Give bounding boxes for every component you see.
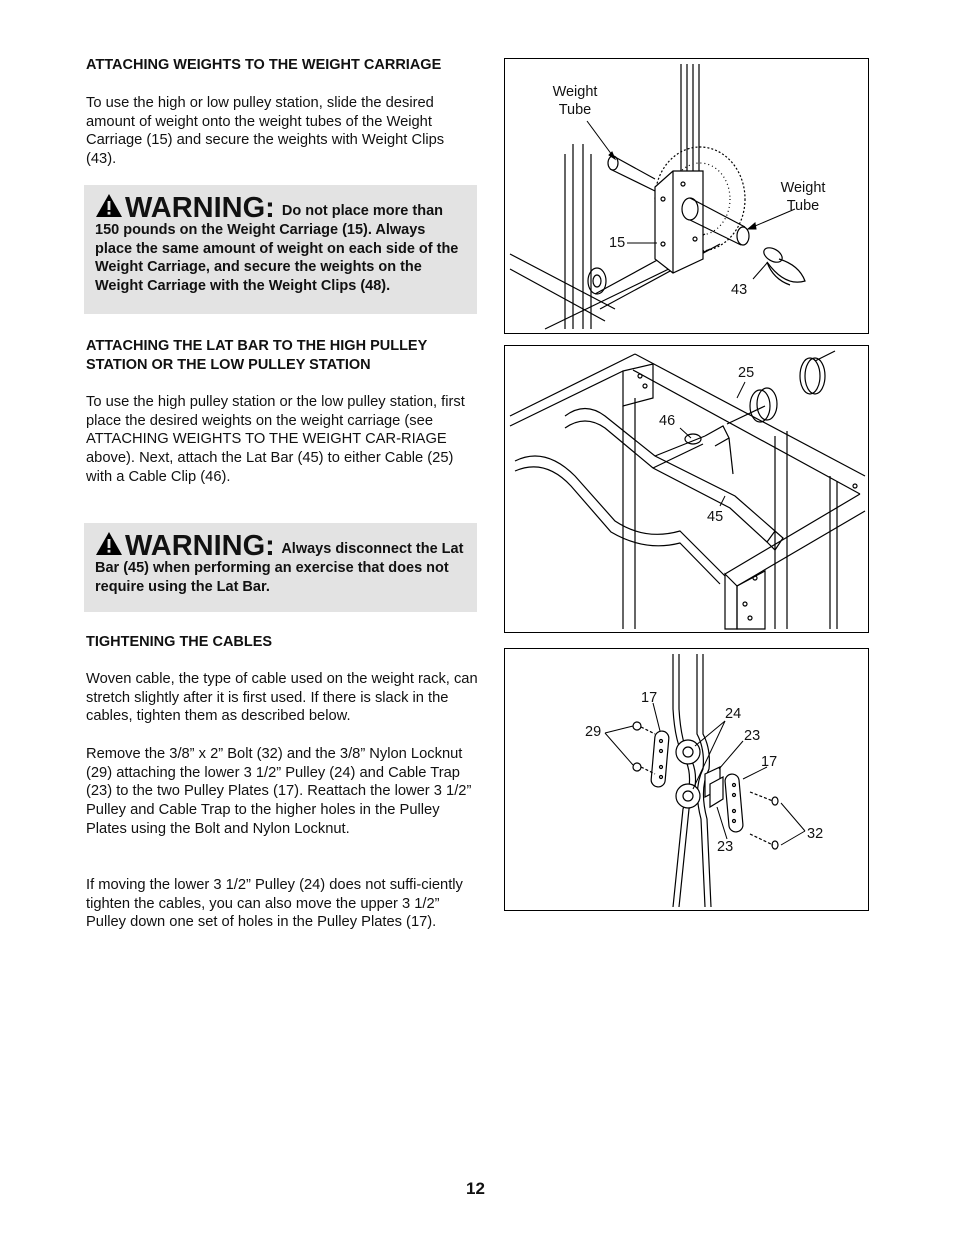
warning-box-weight-limit [84,185,477,314]
label-part-24: 24 [725,706,742,722]
section-body-latbar: To use the high pulley station or the low pulley station, first place the desired weights on the weight carriage (see ATTACHING WEIGHTS TO THE WEIGHT CAR-RIAGE above). Next, attach the Lat Bar (45) to either Cable (25) with a Cable Clip (46). [86,394,465,485]
label-part-17-right: 17 [761,754,778,770]
lat-bar-illustration [505,346,870,634]
section-heading-cables: TIGHTENING THE CABLES [86,634,273,650]
label-part-23-top: 23 [744,728,761,744]
label-part-17-left: 17 [641,690,658,706]
warning-word: WARNING: [125,192,275,224]
warning-word: WARNING: [125,530,275,562]
figure-weight-carriage [504,58,869,334]
label-part-29: 29 [585,724,602,740]
label-part-25: 25 [738,365,755,381]
label-weight-tube-right: Weight Tube [780,180,826,214]
figure-pulley-plates [504,648,869,911]
warning-triangle-icon [95,193,123,218]
label-part-46: 46 [659,413,676,429]
page-number: 12 [466,1179,485,1198]
section-body-weights: To use the high or low pulley station, slide the desired amount of weight onto the weight tubes of the Weight Carriage (15) and secure the weights with Weight Clips (43). [86,95,445,168]
warning-box-lat-bar [84,523,477,612]
label-part-45: 45 [707,509,724,525]
warning-triangle-icon [95,531,123,556]
label-part-15: 15 [609,235,626,251]
warning-text: Always disconnect the Lat Bar (45) when performing an exercise that does not require using the Lat Bar. [95,541,464,595]
label-part-43: 43 [731,282,748,298]
figure-lat-bar [504,345,869,633]
label-part-23-bottom: 23 [717,839,734,855]
label-part-32: 32 [807,826,824,842]
section-heading-latbar: ATTACHING THE LAT BAR TO THE HIGH PULLEY STATION OR THE LOW PULLEY STATION [86,338,428,373]
warning-text: Do not place more than 150 pounds on the Weight Carriage (15). Always place the same amount of weight on each side of the Weight Carriage, and secure the weights on the Weight Carriage with the Weight Clips (48). [95,203,459,295]
section-body-cables-2: Remove the 3/8” x 2” Bolt (32) and the 3/8” Nylon Locknut (29) attaching the lower 3 1/2” Pulley (24) and Cable Trap (23) to the two Pulley Plates (17). Reattach the lower 3 1/2” Pulley and Cable Trap to the higher holes in the Pulley Plates using the Bolt and Nylon Locknut. [86,746,472,837]
section-heading-weights: ATTACHING WEIGHTS TO THE WEIGHT CARRIAGE [86,57,442,73]
section-body-cables-1: Woven cable, the type of cable used on the weight rack, can stretch slightly after it is first used. If there is slack in the cables, tighten them as described below. [86,671,478,725]
section-body-cables-3: If moving the lower 3 1/2” Pulley (24) does not suffi-ciently tighten the cables, you can also move the upper 3 1/2” Pulley down one set of holes in the Pulley Plates (17). [86,877,463,931]
pulley-plates-illustration [505,649,870,912]
label-weight-tube-left: Weight Tube [552,84,598,118]
